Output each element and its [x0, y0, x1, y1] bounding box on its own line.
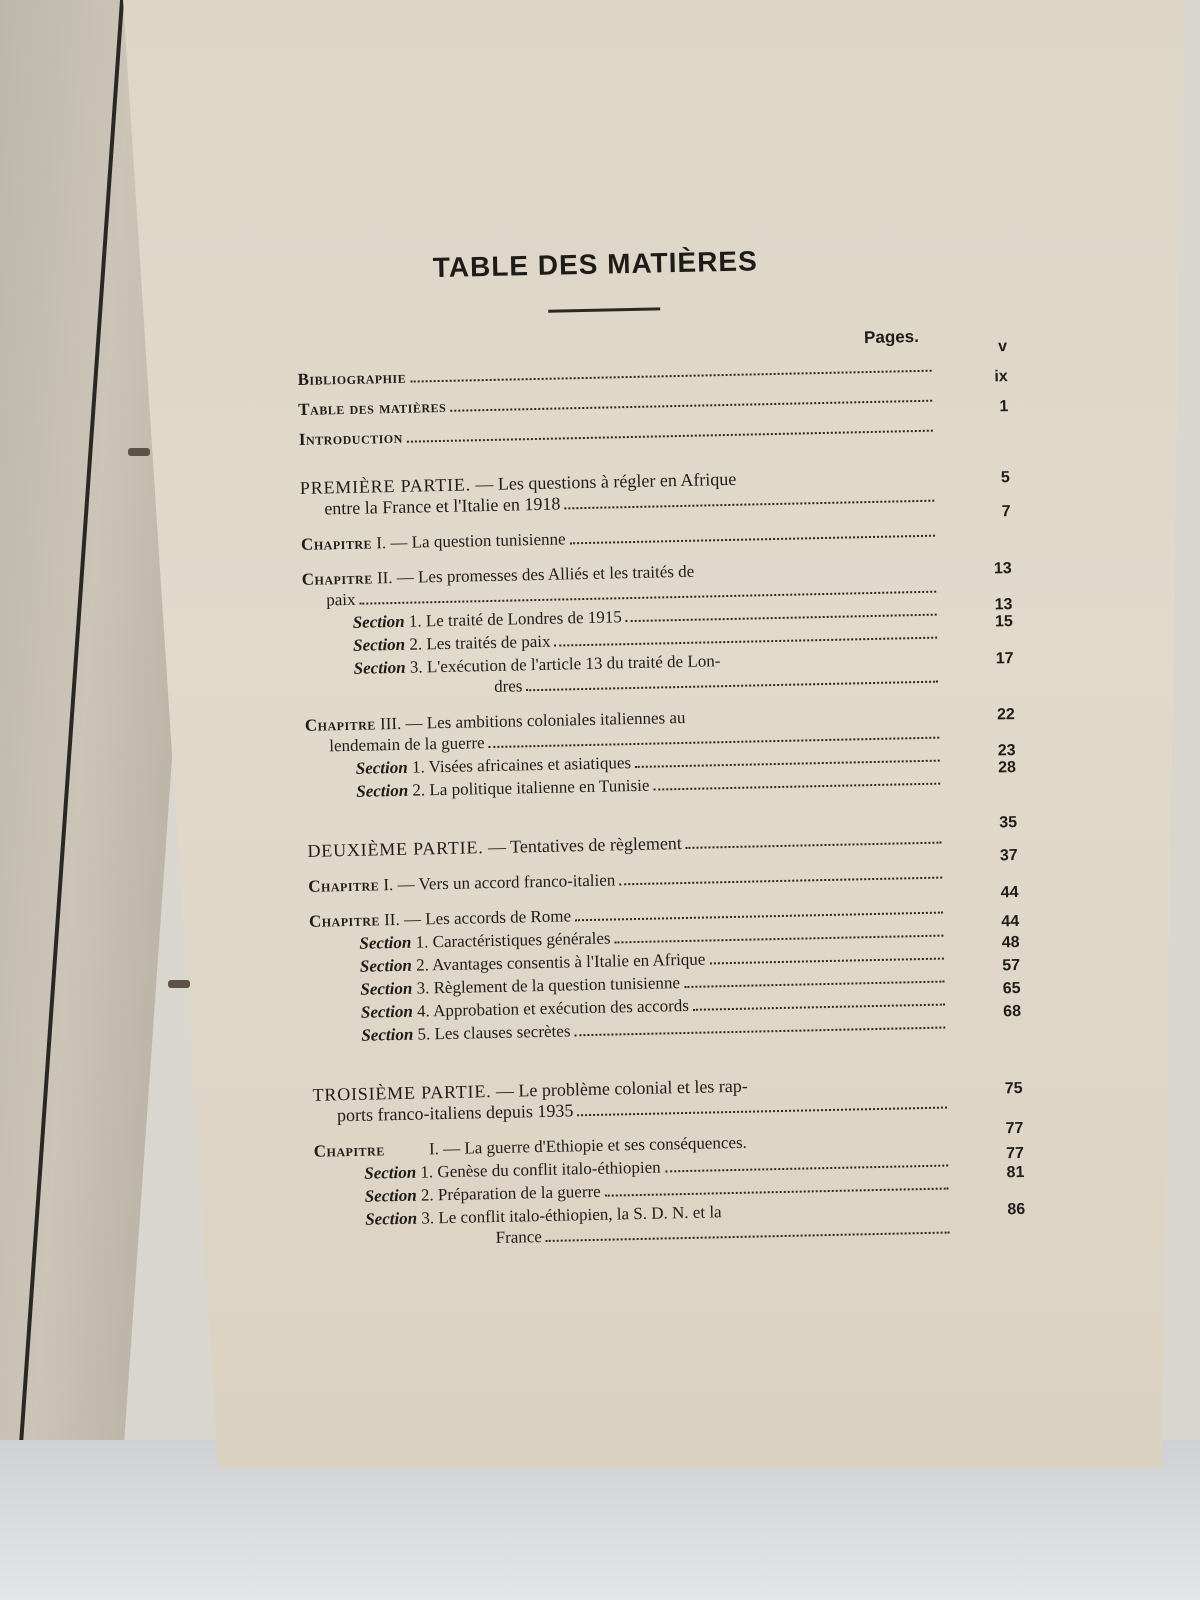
toc-chapter: Chapitre I. — Vers un accord franco-italien 37 — [308, 846, 1018, 896]
page-number: 23 — [997, 742, 1016, 760]
toc-section: Section 3. L'exécution de l'article 13 du traité de Lon- dres 17 — [353, 650, 1014, 696]
binding-stitch — [128, 448, 150, 456]
toc-section: Section 1. Le traité de Londres de 1915 13 — [352, 596, 1013, 632]
toc-section: Section 1. Visées africaines et asiatiques 23 — [355, 742, 1016, 778]
page-number: 57 — [1002, 956, 1021, 975]
page-title: TABLE DES MATIÈRES — [432, 245, 759, 284]
page-number: 48 — [1001, 933, 1020, 952]
page-number: 13 — [994, 596, 1013, 614]
page-number: 1 — [999, 398, 1009, 416]
toc-section: Section 4. Approbation et exécution des accords 65 — [360, 979, 1021, 1022]
toc-part-1: PREMIÈRE PARTIE. — Les questions à régler en Afrique entre la France et l'Italie en 1918 5 — [299, 468, 1010, 519]
page-number: 13 — [993, 560, 1012, 578]
toc-section: Section 2. Les traités de paix 15 — [352, 613, 1014, 655]
page-number: 44 — [1001, 912, 1020, 931]
toc-chapter: Chapitre I. — La guerre d'Ethiopie et ses conséquences. 77 — [313, 1119, 1024, 1161]
page-number: ix — [994, 368, 1008, 386]
page-number: 68 — [1003, 1002, 1022, 1021]
toc-section: Section 5. Les clauses secrètes 68 — [361, 1002, 1022, 1045]
page-number: 17 — [995, 650, 1014, 668]
page-number: 37 — [999, 846, 1018, 865]
toc-section: Section 1. Caractéristiques générales 44 — [359, 912, 1020, 953]
page-number: 15 — [994, 613, 1014, 631]
title-rule — [548, 307, 660, 312]
page-number: 22 — [996, 706, 1015, 724]
page-number: 77 — [1006, 1144, 1025, 1163]
toc-entry-table: Table des matières ix — [298, 368, 1008, 419]
page-number: 81 — [1006, 1163, 1025, 1182]
page-number: 65 — [1002, 979, 1021, 998]
page-number: v — [997, 338, 1008, 356]
page-number: 75 — [1004, 1079, 1023, 1098]
toc-section: Section 2. Préparation de la guerre 81 — [364, 1163, 1025, 1206]
page-number: 7 — [1001, 503, 1011, 521]
page-number: 35 — [999, 814, 1018, 832]
toc-entry-bibliographie: Bibliographie v — [297, 338, 1008, 389]
toc-section: Section 1. Genèse du conflit italo-éthiopien 77 — [364, 1144, 1025, 1183]
table-of-contents — [295, 242, 1026, 1252]
toc-chapter: Chapitre II. — Les promesses des Alliés et les traités de paix 13 — [301, 560, 1012, 610]
toc-chapter: Chapitre II. — Les accords de Rome 44 — [308, 883, 1019, 931]
page-number: 5 — [1000, 469, 1010, 487]
toc-chapter: Chapitre I. — La question tunisienne 7 — [300, 503, 1011, 554]
pages-column-label: Pages. — [863, 326, 920, 348]
binding-stitch — [168, 980, 190, 988]
page-number: 28 — [997, 759, 1017, 777]
page-number: 77 — [1005, 1119, 1024, 1138]
toc-part-3: TROISIÈME PARTIE. — Le problème colonial et les rap- ports franco-italiens depuis 1935 75 — [312, 1075, 1023, 1126]
toc-section: Section 2. Avantages consentis à l'Italie en Afrique 48 — [359, 933, 1020, 976]
toc-section: Section 3. Le conflit italo-éthiopien, la S. D. N. et la France 86 — [365, 1200, 1026, 1248]
page-number: 86 — [1007, 1200, 1026, 1219]
toc-section: Section 2. La politique italienne en Tunisie 28 — [356, 759, 1017, 801]
toc-part-2: DEUXIÈME PARTIE. — Tentatives de règlement 35 — [307, 814, 1018, 861]
toc-entry-introduction: Introduction 1 — [298, 398, 1009, 449]
toc-chapter: Chapitre III. — Les ambitions coloniales italiennes au lendemain de la guerre 22 — [304, 706, 1015, 756]
page-number: 44 — [1000, 883, 1019, 902]
toc-section: Section 3. Règlement de la question tunisienne 57 — [360, 956, 1021, 999]
